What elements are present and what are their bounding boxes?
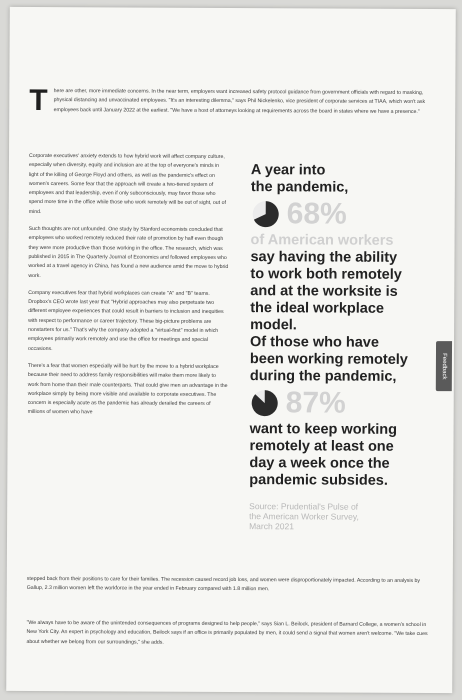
callout-line: been working remotely: [249, 351, 408, 368]
intro-paragraph: [29, 83, 439, 118]
source-line: the American Worker Survey,: [249, 511, 359, 522]
source-line: March 2021: [249, 521, 294, 532]
paragraph-culture: Corporate executives' anxiety extends to how hybrid work will affect company culture, especially when diversity, equity and inclusion are at the top of everyone's minds in light of the killing of George Floyd and others, as well as the pandemic's effect on women's careers. Some fear that the approach will create a two-tiered system of employees and that leadership, even if only subconsciously, may favor those who spend more time in the office while those who work remotely will be out of sight, out of mind.: [28, 152, 226, 215]
stat-87-value: 87%: [285, 386, 346, 420]
source-line: Source: Prudential's Pulse of: [249, 501, 359, 512]
left-column: [28, 152, 229, 427]
callout-line: want to keep working: [249, 421, 398, 438]
drop-cap: T: [29, 83, 48, 118]
stat-68-row: [251, 198, 451, 231]
callout-line: say having the ability: [250, 249, 398, 266]
full-width-paragraph: stepped back from their positions to care for their families. The recession caused record job loss, and women were disproportionately impacted. According to an analysis by Gallup, 2.3 million women left the workforce in the year ended in February compared with 1.8 million men.: [26, 575, 421, 593]
pie-87-icon: [250, 388, 280, 418]
feedback-tab[interactable]: Feedback: [436, 341, 452, 391]
callout-line: to work both remotely: [250, 266, 402, 283]
callout-line: pandemic subsides.: [249, 472, 388, 489]
callout-line: the ideal workplace: [250, 300, 385, 317]
paragraph-stanford: Such thoughts are not unfounded. One study by Stanford economists concluded that employees who worked remotely reduced their rate of promotion by half even though they were more productive than those working in the office. The research, which was published in 2015 in The Quarterly Journal of Economics and followed employees who worked at a travel agency in China, has found a new audience amid the move to hybrid work.: [28, 226, 229, 279]
callout-line: during the pandemic,: [249, 368, 397, 385]
callout-line: the pandemic,: [250, 179, 349, 196]
stat-68-caption: of American workers: [250, 232, 394, 249]
callout-line: Of those who have: [249, 334, 380, 351]
magazine-page: [6, 7, 456, 693]
callout-source: [249, 501, 449, 532]
paragraph-dropbox: Company executives fear that hybrid workplaces can create "A" and "B" teams. Dropbox's CEO wrote last year that "Hybrid approaches may also perpetuate two different employee experiences that could result in barriers to inclusion and inequities with respect to performance or career trajectory. These big-picture problems are nonstarters for us." That's why the company adopted a "virtual-first" model in which employees primarily work remotely and use the office for meetings and special occasions.: [27, 289, 224, 352]
callout-line: A year into: [250, 162, 326, 179]
paragraph-women: There's a fear that women especially will be hurt by the move to a hybrid workplace because their need to address family responsibilities will make them more likely to work from home than their male counterparts. That could give men an advantage in the workplace simply by being more visible and available to corporate executives. The concern is especially acute as the pandemic has already derailed the careers of millions of women who have: [27, 362, 228, 416]
pull-quote-callout: [249, 162, 451, 532]
callout-line: day a week once the: [249, 455, 390, 472]
stat-68-value: 68%: [286, 197, 347, 231]
stat-87-row: [250, 387, 450, 420]
full-width-paragraph-quote: "We always have to be aware of the unintended consequences of programs designed to help people," says Sian L. Beilock, president of Barnard College, a women's school in New York City. An expert in psychology and education, Beilock says if an office is primarily populated by men, it could send a signal that women aren't welcome. "We take cues about whether we belong from our surroundings," she adds.: [26, 619, 428, 646]
callout-line: model.: [250, 317, 297, 334]
pie-68-icon: [251, 199, 281, 229]
callout-line: remotely at least one: [249, 438, 394, 455]
callout-line: and at the worksite is: [250, 283, 398, 300]
intro-text: here are other, more immediate concerns. In the near term, employers want increased safety protocol guidance from government officials with regard to masking, physical distancing and unvaccinated employees. "It's an interesting dilemma," says Phil Nickelenko, vice president of corporate services at TIAA, which won't ask employees back until January 2022 at the earliest. "We have a host of attorneys looking at requirements across the board in states where we have a presence.": [53, 88, 426, 115]
